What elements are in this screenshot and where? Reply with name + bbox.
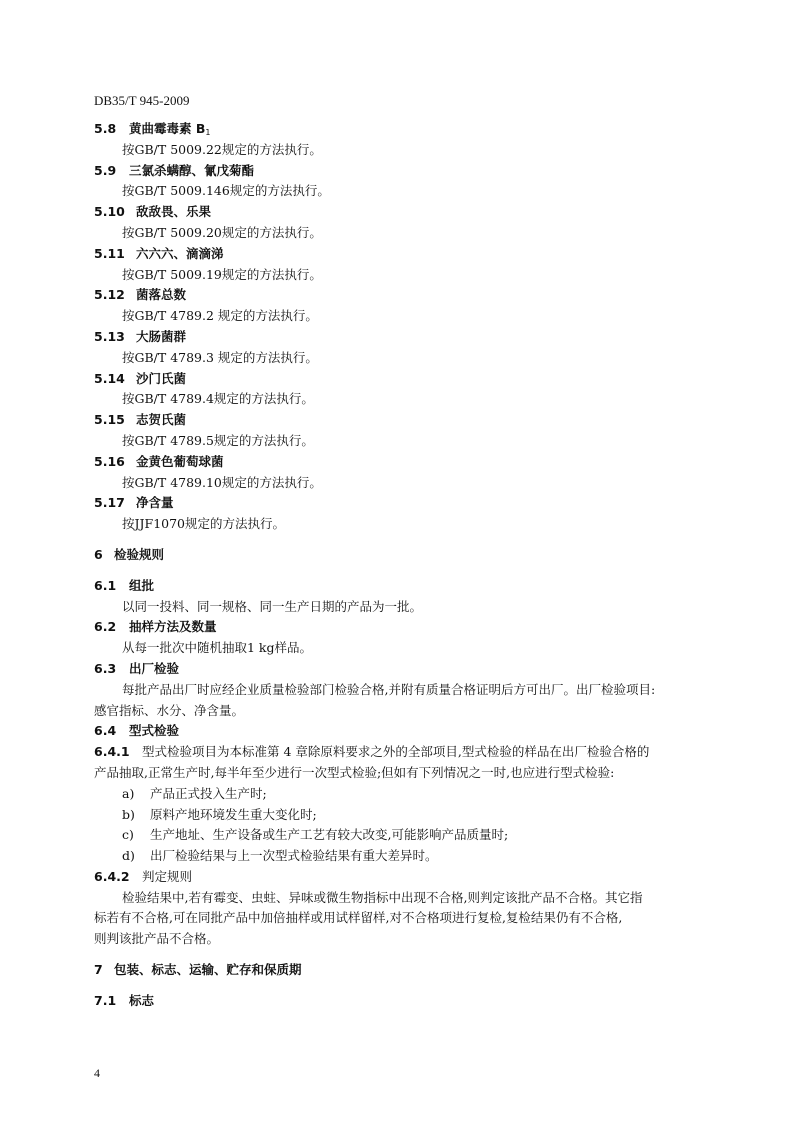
page-number: 4 bbox=[94, 1066, 100, 1080]
paragraph: 按GB/T 5009.146规定的方法执行。 bbox=[122, 183, 330, 199]
paragraph: 按GB/T 4789.4规定的方法执行。 bbox=[122, 391, 314, 407]
heading-5-12: 5.12 菌落总数 bbox=[94, 287, 187, 303]
list-item: d) 出厂检验结果与上一次型式检验结果有重大差异时。 bbox=[122, 848, 438, 864]
heading-5-11: 5.11 六六六、滴滴涕 bbox=[94, 245, 224, 261]
paragraph: 感官指标、水分、净含量。 bbox=[94, 702, 245, 718]
paragraph: 按GB/T 5009.20规定的方法执行。 bbox=[122, 224, 322, 240]
list-item: c) 生产地址、生产设备或生产工艺有较大改变,可能影响产品质量时; bbox=[122, 827, 509, 843]
heading-6-4: 6.4 型式检验 bbox=[94, 723, 180, 739]
heading-6-3: 6.3 出厂检验 bbox=[94, 660, 180, 676]
spacer bbox=[94, 981, 704, 991]
heading-5-8: 5.8 黄曲霉毒素 $B_1$ bbox=[94, 121, 211, 137]
heading-5-14: 5.14 沙门氏菌 bbox=[94, 370, 187, 386]
spacer bbox=[94, 950, 704, 960]
spacer bbox=[94, 535, 704, 545]
document-code: DB35/T 945-2009 bbox=[94, 93, 190, 108]
heading-7: 7 包装、标志、运输、贮存和保质期 bbox=[94, 962, 302, 978]
paragraph: 标若有不合格,可在同批产品中加倍抽样或用试样留样,对不合格项进行复检,复检结果仍有不合格, bbox=[94, 910, 623, 926]
heading-5-16: 5.16 金黄色葡萄球菌 bbox=[94, 453, 224, 469]
paragraph: 则判该批产品不合格。 bbox=[94, 931, 220, 947]
document-body bbox=[94, 119, 704, 1012]
heading-6-1: 6.1 组批 bbox=[94, 577, 155, 593]
paragraph-6-4-1: 6.4.1 型式检验项目为本标准第 4 章除原料要求之外的全部项目,型式检验的样品在出厂检验合格的 bbox=[94, 744, 650, 760]
paragraph: 按GB/T 4789.3 规定的方法执行。 bbox=[122, 349, 318, 365]
heading-6-2: 6.2 抽样方法及数量 bbox=[94, 619, 217, 635]
spacer bbox=[94, 566, 704, 576]
heading-6: 6 检验规则 bbox=[94, 546, 165, 562]
paragraph: 按JJF1070规定的方法执行。 bbox=[122, 516, 286, 532]
heading-5-10: 5.10 敌敌畏、乐果 bbox=[94, 204, 212, 220]
paragraph: 按GB/T 5009.19规定的方法执行。 bbox=[122, 266, 322, 282]
list-item: b) 原料产地环境发生重大变化时; bbox=[122, 806, 317, 822]
heading-6-4-2: 6.4.2 判定规则 bbox=[94, 868, 193, 884]
heading-5-13: 5.13 大肠菌群 bbox=[94, 328, 187, 344]
heading-7-1: 7.1 标志 bbox=[94, 992, 155, 1008]
paragraph: 以同一投料、同一规格、同一生产日期的产品为一批。 bbox=[122, 598, 423, 614]
paragraph: 每批产品出厂时应经企业质量检验部门检验合格,并附有质量合格证明后方可出厂。出厂检验项目: bbox=[122, 681, 656, 697]
paragraph: 从每一批次中随机抽取1 kg样品。 bbox=[122, 640, 313, 656]
paragraph: 按GB/T 5009.22规定的方法执行。 bbox=[122, 141, 322, 157]
paragraph: 产品抽取,正常生产时,每半年至少进行一次型式检验;但如有下列情况之一时,也应进行型式检验: bbox=[94, 764, 615, 780]
paragraph: 按GB/T 4789.2 规定的方法执行。 bbox=[122, 308, 318, 324]
paragraph: 按GB/T 4789.5规定的方法执行。 bbox=[122, 432, 314, 448]
paragraph: 按GB/T 4789.10规定的方法执行。 bbox=[122, 474, 322, 490]
heading-5-15: 5.15 志贺氏菌 bbox=[94, 412, 187, 428]
heading-5-17: 5.17 净含量 bbox=[94, 495, 174, 511]
paragraph: 检验结果中,若有霉变、虫蛀、异味或微生物指标中出现不合格,则判定该批产品不合格。其它指 bbox=[122, 889, 643, 905]
heading-5-9: 5.9 三氯杀螨醇、氰戊菊酯 bbox=[94, 162, 255, 178]
list-item: a) 产品正式投入生产时; bbox=[122, 785, 267, 801]
